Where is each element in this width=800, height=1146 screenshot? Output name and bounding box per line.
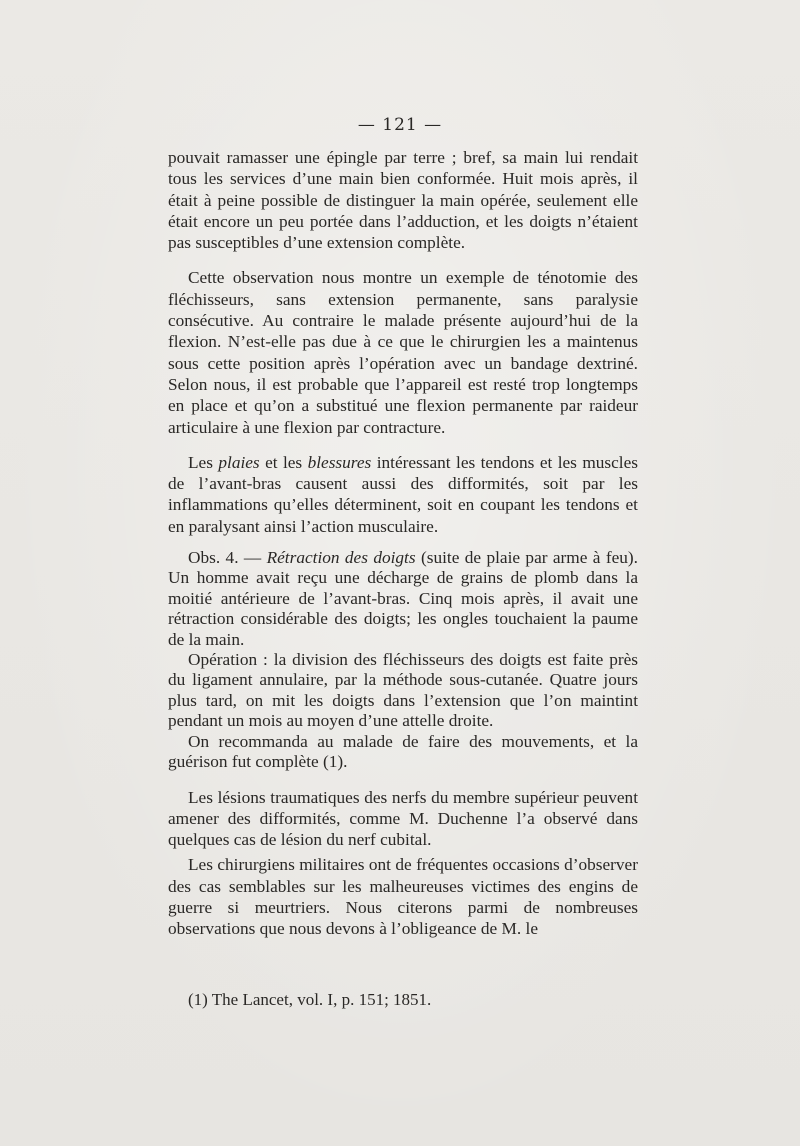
text-run: Les: [188, 452, 219, 472]
paragraph-wounds: [168, 452, 638, 537]
paragraph-operation: Opération : la division des fléchisseurs des doigts est faite près du ligament annulaire, par la méthode sous-cutanée. Quatre jours plus tard, on mit les doigts dans l’extension que l’on maintint pendant un mois au moyen d’une attelle droite.: [168, 650, 638, 731]
paragraph-nerve-lesions: Les lésions traumatiques des nerfs du membre supérieur peuvent amener des difformités, comme M. Duchenne l’a observé dans quelques cas de lésion du nerf cubital.: [168, 787, 638, 850]
text-run: Obs. 4. —: [188, 548, 267, 568]
italic-heading: Rétraction des doigts: [266, 548, 416, 568]
italic-term: plaies: [218, 452, 260, 472]
body-text: [168, 147, 638, 940]
paragraph-continuation: pouvait ramasser une épingle par terre ; bref, sa main lui rendait tous les services d’une main bien conformée. Huit mois après, il était à peine possible de distinguer la main opérée, seulement elle était encore un peu portée dans l’adduction, et les doigts n’étaient pas susceptibles d’une extension complète.: [168, 148, 638, 253]
paragraph-military-surgeons: Les chirurgiens militaires ont de fréquentes occasions d’observer des cas semblables sur les malheureuses victimes des engins de guerre si meurtriers. Nous citerons parmi de nombreuses observations que nous devons à l’obligeance de M. le: [168, 855, 638, 939]
paragraph-obs-4: [168, 548, 638, 650]
paragraph-recovery: On recommanda au malade de faire des mouvements, et la guérison fut complète (1).: [168, 731, 638, 772]
text-run: et les: [259, 452, 308, 472]
text-run: intéressant les tendons et les muscles de l’avant-bras causent aussi des difformités, soit par les inflammations qu’elles déterminent, soit en coupant les tendons et en paralysant ainsi l’action musculaire.: [168, 452, 638, 536]
paragraph-observation-comment: Cette observation nous montre un exemple de ténotomie des fléchisseurs, sans extension permanente, sans paralysie consécutive. Au contraire le malade présente aujourd’hui de la flexion. N’est-elle pas due à ce que le chirurgien les a maintenus sous cette position après l’opération avec un bandage dextriné. Selon nous, il est probable que l’appareil est resté trop longtemps en place et qu’on a substitué une flexion permanente par raideur articulaire à une flexion par contracture.: [168, 268, 638, 437]
footnote: (1) The Lancet, vol. I, p. 151; 1851.: [188, 990, 432, 1009]
italic-term: blessures: [307, 452, 372, 472]
text-run: (suite de plaie par arme à feu). Un homme avait reçu une décharge de grains de plomb dans la moitié antérieure de l’avant-bras. Cinq mois après, il avait une rétraction considérable des doigts; les ongles touchaient la paume de la main.: [168, 548, 639, 649]
page-number: — 121 —: [357, 115, 443, 135]
